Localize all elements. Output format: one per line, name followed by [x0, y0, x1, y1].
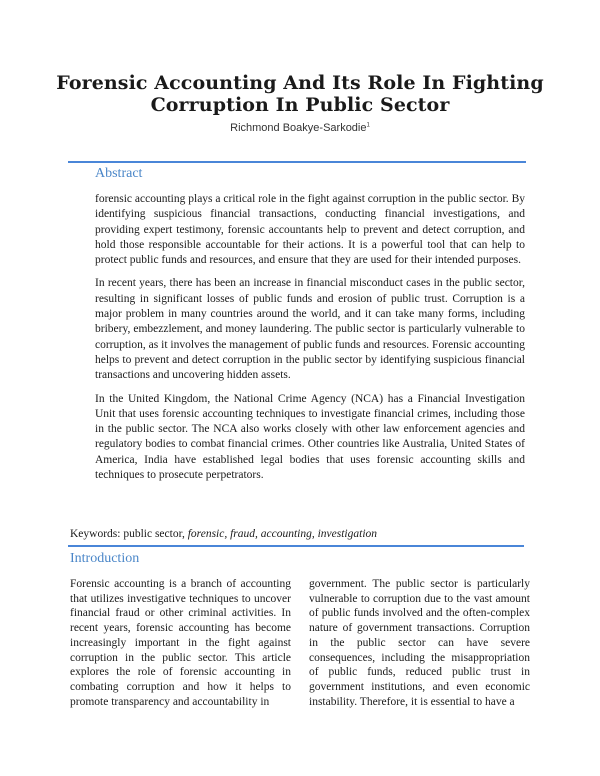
- author-footnote: 1: [366, 122, 370, 129]
- abstract-paragraph: In the United Kingdom, the National Crime Agency (NCA) has a Financial Investigation Unit that uses forensic accounting techniques to investigate financial crimes, including those in the public sector. The NCA also works closely with other law enforcement agencies and regulatory bodies to combat financial crimes. Other countries like Australia, United States of America, India have established legal bodies that uses forensic accounting skills and techniques to prosecute perpetrators.: [95, 392, 525, 482]
- keywords-label: Keywords: public sector,: [70, 528, 188, 540]
- paper-title: Forensic Accounting And Its Role In Fighting Corruption In Public Sector: [56, 72, 544, 116]
- abstract-paragraph: forensic accounting plays a critical role in the fight against corruption in the public sector. By identifying suspicious financial transactions, conducting financial investigations, and providing expert testimony, forensic accountants help to prevent and detect corruption, and hold those responsible accountable for their actions. It is a powerful tool that can help to protect public funds and resources, and ensure that they are used for their intended purposes.: [95, 193, 525, 267]
- introduction-divider: [68, 545, 524, 547]
- author-name: Richmond Boakye-Sarkodie: [230, 122, 367, 134]
- introduction-text-right: government. The public sector is particularly vulnerable to corruption due to the vast amount of public funds involved and the often-complex nature of government transactions. Corruption in the public sector can have severe consequences, including the misappropriation of public funds, reduced public trust in government institutions, and even economic instability. Therefore, it is essential to have a: [309, 578, 530, 708]
- abstract-divider: [68, 161, 526, 163]
- introduction-left-column: [70, 577, 291, 709]
- introduction-text-left: Forensic accounting is a branch of accounting that utilizes investigative techniques to uncover financial fraud or other criminal activities. In recent years, forensic accounting has become increasingly important in the fight against corruption in the public sector. This article explores the role of forensic accounting in combating corruption and how it helps to promote transparency and accountability in: [70, 578, 291, 708]
- introduction-heading: Introduction: [70, 551, 140, 566]
- abstract-body: [95, 192, 525, 491]
- abstract-paragraph: In recent years, there has been an increase in financial misconduct cases in the public sector, resulting in significant losses of public funds and erosion of public trust. Corruption is a major problem in many countries around the world, and it can take many forms, including bribery, embezzlement, and money laundering. The public sector is particularly vulnerable to corruption, as it involves the management of public funds and resources. Forensic accounting helps to prevent and detect corruption in the public sector by identifying suspicious financial transactions and uncovering hidden assets.: [95, 277, 525, 382]
- abstract-heading: Abstract: [95, 166, 143, 181]
- keywords-italic: forensic, fraud, accounting, investigation: [187, 528, 378, 540]
- introduction-right-column: [309, 577, 530, 709]
- keywords: [70, 528, 377, 540]
- author-line: [0, 122, 600, 134]
